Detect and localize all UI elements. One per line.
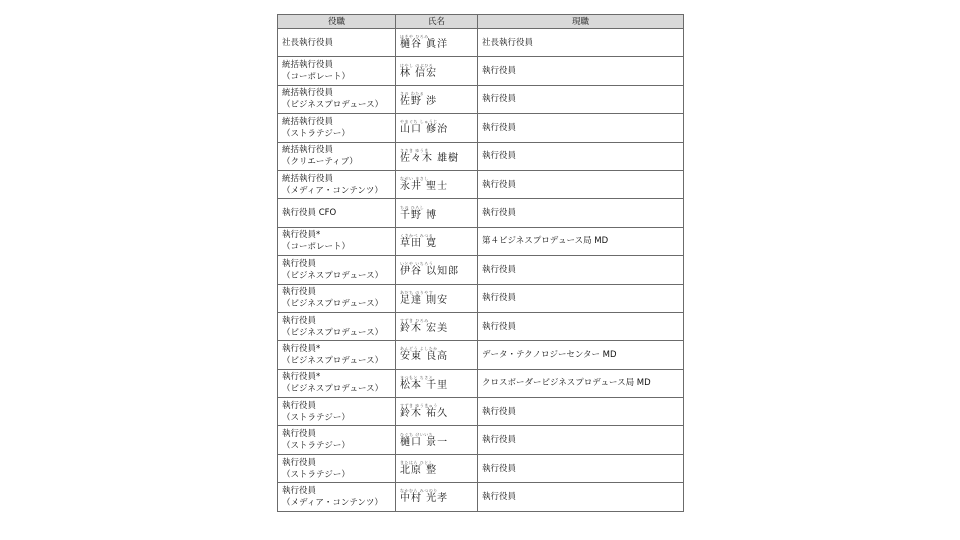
- name-ruby: すずき ゆうきゅう: [400, 403, 438, 409]
- name-text: 足達 則安: [400, 294, 449, 306]
- position-cell: [278, 426, 396, 454]
- position-cell: [278, 85, 396, 113]
- name-cell: [396, 142, 478, 170]
- current-cell: クロスボーダービジネスプロデュース局 MD: [478, 369, 684, 397]
- current-cell: 執行役員: [478, 454, 684, 482]
- position-cell: [278, 142, 396, 170]
- name-ruby: ちの ひろし: [400, 204, 425, 210]
- table-row: [278, 142, 684, 170]
- table-row: [278, 312, 684, 340]
- position-line-2: （ストラテジー）: [282, 441, 350, 452]
- name-text: 中村 光孝: [400, 493, 449, 505]
- name-cell: [396, 29, 478, 57]
- name-ruby: ながい まさし: [400, 176, 429, 182]
- table-row: [278, 369, 684, 397]
- position-cell: [278, 114, 396, 142]
- position-line-1: 執行役員*: [282, 230, 321, 241]
- name-ruby: さの わたる: [400, 90, 425, 96]
- position-line-1: 執行役員: [282, 429, 317, 440]
- position-line-1: 統括執行役員: [282, 173, 334, 184]
- position-cell: [278, 369, 396, 397]
- current-cell: 社長執行役員: [478, 29, 684, 57]
- position-line-2: （ストラテジー）: [282, 469, 350, 480]
- current-cell: 執行役員: [478, 85, 684, 113]
- position-line-1: 執行役員: [282, 457, 317, 468]
- position-line-1: 統括執行役員: [282, 145, 334, 156]
- name-ruby: いとや いちろう: [400, 261, 434, 267]
- name-ruby: ひぐち けいいち: [400, 431, 434, 437]
- name-text: 鈴木 祐久: [400, 408, 449, 420]
- position-cell: [278, 341, 396, 369]
- name-ruby: まつもと ちさと: [400, 374, 434, 380]
- name-cell: [396, 398, 478, 426]
- name-cell: [396, 170, 478, 198]
- table-row: [278, 199, 684, 227]
- name-cell: [396, 114, 478, 142]
- table-row: [278, 170, 684, 198]
- name-cell: [396, 426, 478, 454]
- position-line-1: 社長執行役員: [282, 37, 334, 48]
- table-row: [278, 341, 684, 369]
- name-ruby: やまぐち しゅうじ: [400, 119, 438, 125]
- position-line-1: 統括執行役員: [282, 60, 334, 71]
- position-line-1: 執行役員*: [282, 372, 321, 383]
- name-ruby: すずき ひろみ: [400, 318, 429, 324]
- position-line-2: （ビジネスプロデュース）: [282, 100, 384, 111]
- position-cell: [278, 483, 396, 511]
- name-cell: [396, 199, 478, 227]
- position-cell: [278, 284, 396, 312]
- position-cell: [278, 227, 396, 255]
- header-position: 役職: [278, 15, 396, 29]
- name-text: 千野 博: [400, 209, 438, 221]
- position-cell: [278, 312, 396, 340]
- name-text: 北原 整: [400, 465, 438, 477]
- position-line-1: 執行役員: [282, 485, 317, 496]
- position-cell: [278, 170, 396, 198]
- header-current: 現職: [478, 15, 684, 29]
- name-text: 樋谷 眞洋: [400, 39, 449, 51]
- name-cell: [396, 227, 478, 255]
- name-text: 佐々木 雄樹: [400, 152, 460, 164]
- position-line-2: （メディア・コンテンツ）: [282, 497, 383, 508]
- position-line-2: （コーポレート）: [282, 242, 351, 253]
- name-ruby: あだち のりやす: [400, 289, 434, 295]
- table-body: [278, 29, 684, 512]
- position-line-1: 執行役員: [282, 400, 317, 411]
- table-row: [278, 256, 684, 284]
- table-row: [278, 426, 684, 454]
- name-text: 佐野 渉: [400, 95, 438, 107]
- current-cell: 執行役員: [478, 483, 684, 511]
- name-ruby: はやし のぶひろ: [400, 62, 434, 68]
- officer-table-container: [277, 14, 683, 512]
- current-cell: データ・テクノロジーセンター MD: [478, 341, 684, 369]
- current-cell: 執行役員: [478, 284, 684, 312]
- current-cell: 執行役員: [478, 170, 684, 198]
- name-cell: [396, 454, 478, 482]
- header-name: 氏名: [396, 15, 478, 29]
- current-cell: 執行役員: [478, 398, 684, 426]
- position-line-2: （ビジネスプロデュース）: [282, 384, 384, 395]
- current-cell: 第４ビジネスプロデュース局 MD: [478, 227, 684, 255]
- position-line-1: 統括執行役員: [282, 116, 334, 127]
- position-line-2: （ビジネスプロデュース）: [282, 299, 384, 310]
- name-cell: [396, 483, 478, 511]
- name-ruby: ささき ゆうき: [400, 147, 429, 153]
- name-text: 伊谷 以知郎: [400, 266, 460, 278]
- position-line-1: 執行役員*: [282, 343, 321, 354]
- current-cell: 執行役員: [478, 256, 684, 284]
- officer-table: [277, 14, 684, 512]
- name-text: 松本 千里: [400, 379, 449, 391]
- current-cell: 執行役員: [478, 142, 684, 170]
- name-text: 永井 聖士: [400, 181, 449, 193]
- position-cell: [278, 57, 396, 85]
- position-line-2: （ビジネスプロデュース）: [282, 270, 384, 281]
- current-cell: 執行役員: [478, 57, 684, 85]
- table-row: [278, 398, 684, 426]
- table-row: [278, 29, 684, 57]
- position-line-1: 統括執行役員: [282, 88, 334, 99]
- position-line-2: （ストラテジー）: [282, 128, 350, 139]
- name-cell: [396, 284, 478, 312]
- name-cell: [396, 85, 478, 113]
- name-text: 安東 良高: [400, 351, 449, 363]
- position-line-1: 執行役員 CFO: [282, 208, 337, 219]
- table-row: [278, 483, 684, 511]
- position-line-2: （ビジネスプロデュース）: [282, 355, 384, 366]
- name-text: 樋口 景一: [400, 436, 449, 448]
- name-ruby: ほそや ひろみ: [400, 34, 429, 40]
- name-cell: [396, 57, 478, 85]
- name-text: 林 信宏: [400, 67, 438, 79]
- table-row: [278, 454, 684, 482]
- name-text: 草田 寛: [400, 237, 438, 249]
- position-line-1: 執行役員: [282, 258, 317, 269]
- name-ruby: きたはら ひとし: [400, 460, 434, 466]
- position-cell: [278, 29, 396, 57]
- name-ruby: くさかべ みつる: [400, 232, 434, 238]
- position-cell: [278, 454, 396, 482]
- name-text: 山口 修治: [400, 124, 449, 136]
- current-cell: 執行役員: [478, 426, 684, 454]
- current-cell: 執行役員: [478, 114, 684, 142]
- table-header-row: [278, 15, 684, 29]
- position-cell: [278, 256, 396, 284]
- name-text: 鈴木 宏美: [400, 323, 449, 335]
- current-cell: 執行役員: [478, 199, 684, 227]
- position-line-2: （ストラテジー）: [282, 412, 350, 423]
- position-line-2: （ビジネスプロデュース）: [282, 327, 384, 338]
- table-row: [278, 284, 684, 312]
- position-line-1: 執行役員: [282, 287, 317, 298]
- position-line-2: （クリエーティブ）: [282, 157, 358, 168]
- table-row: [278, 227, 684, 255]
- name-cell: [396, 369, 478, 397]
- position-line-2: （メディア・コンテンツ）: [282, 185, 383, 196]
- table-row: [278, 57, 684, 85]
- name-cell: [396, 312, 478, 340]
- position-line-2: （コーポレート）: [282, 72, 351, 83]
- table-row: [278, 85, 684, 113]
- name-ruby: なかむら みつのり: [400, 488, 438, 494]
- table-row: [278, 114, 684, 142]
- current-cell: 執行役員: [478, 312, 684, 340]
- name-cell: [396, 341, 478, 369]
- name-ruby: あんどう よしたか: [400, 346, 438, 352]
- position-cell: [278, 199, 396, 227]
- position-line-1: 執行役員: [282, 315, 317, 326]
- name-cell: [396, 256, 478, 284]
- position-cell: [278, 398, 396, 426]
